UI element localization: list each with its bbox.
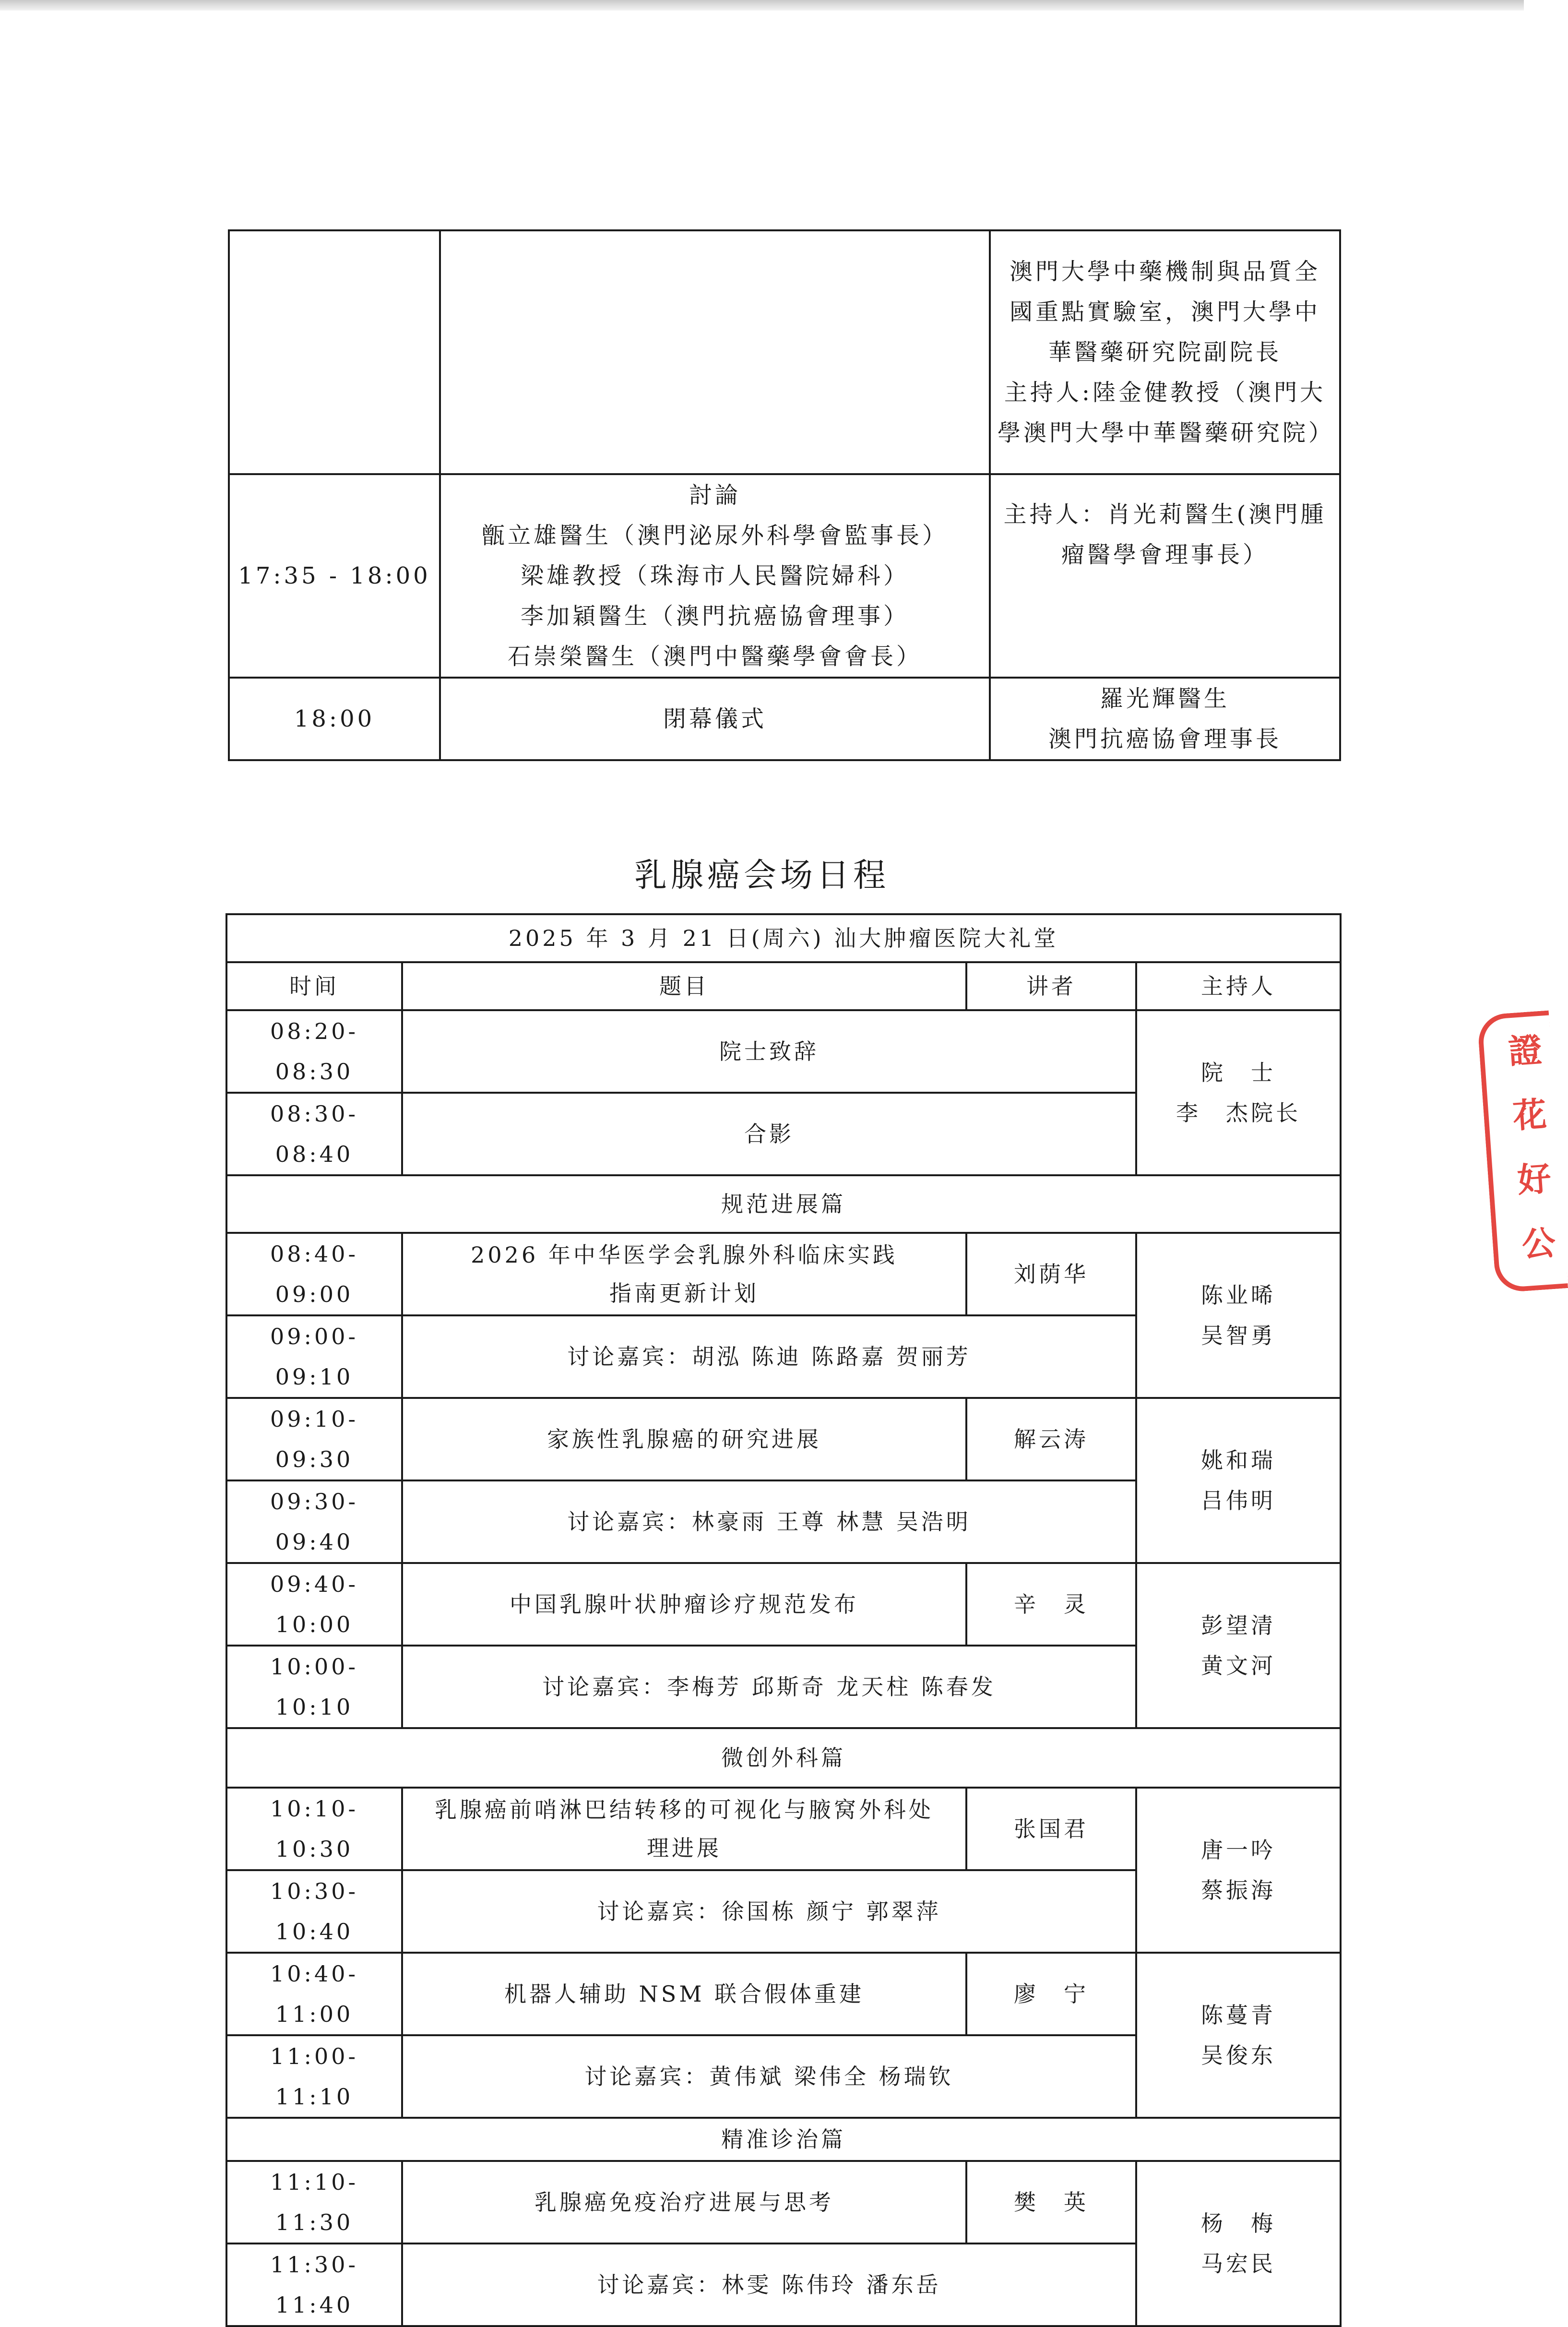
host-name: 陈蔓青 (1201, 2002, 1276, 2028)
host-cell (1136, 1010, 1341, 1175)
host-line: 澳門抗癌協會理事長 (1048, 726, 1282, 752)
discussion-cell: 讨论嘉宾：李梅芳 邱斯奇 龙天柱 陈春发 (402, 1646, 1136, 1728)
header-row (226, 962, 1341, 1010)
topic-cell (440, 474, 990, 678)
topic-line: 乳腺癌免疫治疗进展与思考 (535, 2189, 834, 2215)
table-row (226, 1563, 1341, 1646)
topic-line: 中国乳腺叶状肿瘤诊疗规范发布 (510, 1591, 859, 1617)
host-name: 杨 梅 (1201, 2210, 1276, 2236)
topic-line: 2026 年中华医学会乳腺外科临床实践 (471, 1242, 898, 1268)
time-cell: 09:30-09:40 (226, 1480, 402, 1563)
time-cell: 10:10-10:30 (226, 1788, 402, 1870)
speaker-cell: 刘荫华 (966, 1233, 1136, 1315)
table-row (229, 230, 1340, 474)
scan-edge (0, 0, 1524, 11)
host-cell (1136, 1233, 1341, 1398)
host-cell (1136, 1788, 1341, 1953)
host-cell (990, 678, 1340, 760)
topic-line: 甑立雄醫生（澳門泌尿外科學會監事長） (481, 522, 948, 549)
host-cell (1136, 2161, 1341, 2326)
topic-cell (402, 2161, 966, 2243)
table-row (226, 1010, 1341, 1093)
time-cell: 10:30-10:40 (226, 1870, 402, 1953)
header-topic: 题目 (402, 962, 966, 1010)
time-cell: 10:00-10:10 (226, 1646, 402, 1728)
time-cell: 08:30-08:40 (226, 1093, 402, 1175)
topic-cell (402, 1563, 966, 1646)
host-name: 彭望清 (1201, 1612, 1276, 1638)
date-row (226, 914, 1341, 962)
time-cell: 08:20-08:30 (226, 1010, 402, 1093)
discussion-cell: 讨论嘉宾：胡泓 陈迪 陈路嘉 贺丽芳 (402, 1315, 1136, 1398)
topic-line: 乳腺癌前哨淋巴结转移的可视化与腋窝外科处 (435, 1797, 934, 1823)
table-row (229, 474, 1340, 678)
discussion-cell: 讨论嘉宾：林雯 陈伟玲 潘东岳 (402, 2243, 1136, 2326)
discussion-cell: 讨论嘉宾：林豪雨 王尊 林慧 吴浩明 (402, 1480, 1136, 1563)
time-cell (229, 230, 440, 474)
host-name: 蔡振海 (1201, 1877, 1276, 1903)
time-cell: 17:35 - 18:00 (229, 474, 440, 678)
host-name: 吴智勇 (1201, 1323, 1276, 1348)
host-name: 吕伟明 (1201, 1488, 1276, 1514)
host-cell (1136, 1398, 1341, 1563)
table-row (226, 1398, 1341, 1480)
speaker-cell: 樊 英 (966, 2161, 1136, 2243)
time-cell: 11:10-11:30 (226, 2161, 402, 2243)
time-cell: 09:40-10:00 (226, 1563, 402, 1646)
host-name: 姚和瑞 (1201, 1447, 1276, 1473)
time-cell: 18:00 (229, 678, 440, 760)
host-name: 李 杰院长 (1176, 1100, 1301, 1126)
host-line: 主持人:陸金健教授（澳門大 (1004, 379, 1326, 406)
topic-line: 机器人辅助 NSM 联合假体重建 (504, 1981, 865, 2007)
table-row (229, 678, 1340, 760)
topic-line: 家族性乳腺癌的研究进展 (547, 1426, 821, 1452)
topic-cell (440, 230, 990, 474)
speaker-cell: 张国君 (966, 1788, 1136, 1870)
host-line: 主持人：肖光莉醫生(澳門腫 (1003, 501, 1327, 528)
time-cell: 09:10-09:30 (226, 1398, 402, 1480)
section-row (226, 1728, 1341, 1788)
topic-cell: 合影 (402, 1093, 1136, 1175)
table-row (226, 1953, 1341, 2035)
host-line: 瘤醫學會理事長） (1061, 541, 1269, 568)
host-line: 學澳門大學中華醫藥研究院） (998, 419, 1335, 446)
topic-line: 梁雄教授（珠海市人民醫院婦科） (520, 562, 909, 589)
header-host: 主持人 (1136, 962, 1341, 1010)
breast-cancer-schedule-table (226, 913, 1342, 2327)
host-cell (990, 230, 1340, 474)
host-name: 黄文河 (1201, 1653, 1276, 1679)
topic-cell (402, 1233, 966, 1315)
topic-cell (402, 1398, 966, 1480)
table-row (226, 2161, 1341, 2243)
discussion-cell: 讨论嘉宾：徐国栋 颜宁 郭翠萍 (402, 1870, 1136, 1953)
section-row (226, 1175, 1341, 1233)
host-line: 羅光輝醫生 (1100, 685, 1230, 712)
host-line: 國重點實驗室，澳門大學中 (1009, 298, 1320, 325)
host-line: 澳門大學中藥機制與品質全 (1009, 258, 1320, 285)
topic-line: 指南更新计划 (609, 1280, 759, 1306)
topic-line: 理进展 (647, 1835, 722, 1861)
date-cell: 2025 年 3 月 21 日(周六) 汕大肿瘤医院大礼堂 (226, 914, 1341, 962)
time-cell: 09:00-09:10 (226, 1315, 402, 1398)
table-row (226, 1233, 1341, 1315)
time-cell: 11:00-11:10 (226, 2035, 402, 2118)
host-name: 唐一吟 (1201, 1837, 1276, 1863)
section-title: 规范进展篇 (226, 1175, 1341, 1233)
topic-line: 石崇榮醫生（澳門中醫藥學會會長） (507, 643, 922, 670)
seal-stamp: 證 花 好 公 (1477, 1010, 1568, 1293)
header-speaker: 讲者 (966, 962, 1136, 1010)
host-name: 院 士 (1201, 1060, 1276, 1086)
section-row (226, 2118, 1341, 2161)
topic-cell: 院士致辞 (402, 1010, 1136, 1093)
table-row (226, 1788, 1341, 1870)
header-time: 时间 (226, 962, 402, 1010)
time-cell: 08:40-09:00 (226, 1233, 402, 1315)
speaker-cell: 廖 宁 (966, 1953, 1136, 2035)
host-cell (1136, 1563, 1341, 1728)
topic-line: 李加穎醫生（澳門抗癌協會理事） (520, 603, 909, 630)
section-heading: 乳腺癌会场日程 (634, 857, 890, 895)
host-line: 華醫藥研究院副院長 (1048, 339, 1282, 366)
section-title: 微创外科篇 (226, 1728, 1341, 1788)
time-cell: 10:40-11:00 (226, 1953, 402, 2035)
host-cell (990, 474, 1340, 678)
host-name: 马宏民 (1201, 2251, 1276, 2277)
section-title: 精准诊治篇 (226, 2118, 1341, 2161)
host-cell (1136, 1953, 1341, 2118)
time-cell: 11:30-11:40 (226, 2243, 402, 2326)
speaker-cell: 辛 灵 (966, 1563, 1136, 1646)
topic-cell: 閉幕儀式 (440, 678, 990, 760)
host-name: 吴俊东 (1201, 2042, 1276, 2068)
topic-line: 討論 (689, 482, 741, 509)
speaker-cell: 解云涛 (966, 1398, 1136, 1480)
topic-cell (402, 1788, 966, 1870)
host-name: 陈业晞 (1201, 1282, 1276, 1308)
topic-cell (402, 1953, 966, 2035)
discussion-cell: 讨论嘉宾：黄伟斌 梁伟全 杨瑞钦 (402, 2035, 1136, 2118)
closing-schedule-table (228, 229, 1341, 761)
